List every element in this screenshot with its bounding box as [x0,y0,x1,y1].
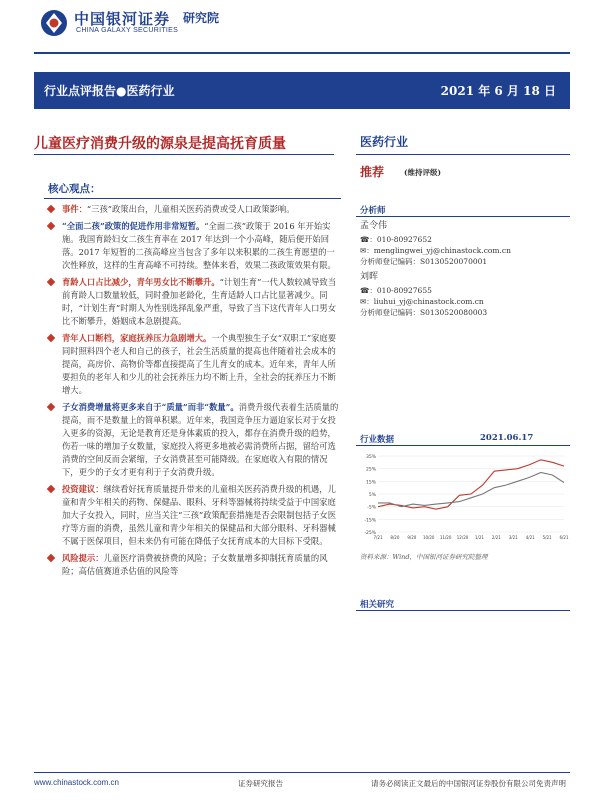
industry-data-heading: 行业数据 [360,435,395,445]
analyst-cert: 分析师登记编码：S0130520080003 [360,308,488,317]
x-tick-label: 4/21 [525,535,535,540]
rating-note: (维持评级) [404,168,442,177]
x-tick-label: 5/21 [542,535,552,540]
key-points-list [44,203,342,582]
key-point: “全面二孩”政策的促进作用非常短暂。“全面二孩”政策于 2016 年开始实施。我国育龄妇女二孩生育率在 2017 年达到一个小高峰，随后便开始回落。2017 年短暂的二孩高峰应当包含了多年以来积累的二孩生育愿望的一次性释放，这样的生育高峰不可持续。整体来看，效果二孩政策效果有限。 [44,220,342,272]
analyst-heading: 分析师 [360,206,386,216]
x-tick-label: 11/20 [439,535,452,540]
industry-performance-chart [356,452,570,544]
company-logo-icon [40,9,68,37]
chart-source: 资料来源：Wind，中国银河证券研究院整理 [360,553,488,561]
x-tick-label: 2/21 [491,535,501,540]
y-tick-label: -15% [364,518,376,524]
bullet-icon [47,334,55,342]
y-tick-label: 15% [365,480,376,486]
x-tick-label: 3/21 [508,535,518,540]
footer-disclaimer: 请务必阅读正文最后的中国银河证券股份有限公司免责声明 [371,779,566,788]
footer-report-type: 证券研究报告 [238,779,283,788]
bullet-icon [47,403,55,411]
key-point: 投资建议：继续看好抚育质量提升带来的儿童相关医药消费升级的机遇，儿童和青少年相关的药物、保健品、眼科、牙科等器械将持续受益于中国家庭加大子女投入，同时，应当关注“三孩”政策配套措施是否会限制包括子女医疗等方面的消费，虽然儿童和青少年相关的保健品和大部分眼科、牙科器械不属于医保项目，但未来仍有可能在降低子女抚育成本的大目标下受限。 [44,483,342,548]
analyst-phone: ☎：010-80927655 [360,286,432,295]
analyst-phone: ☎：010-80927652 [360,235,432,244]
logo-name-en: CHINA GALAXY SECURITIES [76,27,179,34]
analyst-divider [356,216,570,217]
industry-label: 医药行业 [360,135,409,149]
side-divider [356,154,570,155]
key-point: 事件：“三孩”政策出台，儿童相关医药消费或受人口政策影响。 [44,203,342,216]
x-tick-label: 7/21 [373,535,383,540]
analyst-email[interactable]: ✉：menglingwei_yj@chinastock.com.cn [360,246,511,255]
bullet-icon [47,222,55,230]
bullet-icon [47,554,55,562]
core-divider [44,198,341,199]
footer-url[interactable]: www.chinastock.com.cn [34,778,119,787]
series-line [378,473,564,507]
key-point: 风险提示：儿童医疗消费被挤费的风险；子女数量增多抑制抚育质量的风险；高估值赛道杀估值的风险等 [44,552,342,578]
rating-label: 推荐 [360,165,385,179]
bullet-icon [47,485,55,493]
industry-data-divider [356,445,570,446]
bullet-icon [47,205,55,213]
footer-divider [34,772,570,773]
key-point: 青年人口断档，家庭抚养压力急剧增大。一个典型独生子女“双职工”家庭要同时照料四个老人和自己的孩子，社会生活质量的提高也伴随着社会成本的提高，高房价、高物价等都直接提高了生儿育女的成本。近年来，青年人所要担负的老年人和少儿的社会抚养压力均不断上升，全社会的抚养压力不断增大。 [44,332,342,397]
analyst-name: 孟令伟 [360,221,388,231]
y-tick-label: 35% [365,455,376,460]
core-views-heading: 核心观点： [48,183,101,195]
report-date: 2021 年 6 月 18 日 [440,84,556,98]
related-divider [356,610,570,611]
y-tick-label: -5% [367,505,376,511]
report-title: 儿童医疗消费升级的源泉是提高抚育质量 [34,136,286,152]
institute-label: 研究院 [183,11,220,25]
x-tick-label: 1/21 [474,535,484,540]
y-tick-label: 25% [365,467,376,473]
title-divider [34,154,334,155]
key-point: 子女消费增量将更多来自于“质量”而非“数量”。消费升级代表着生活质量的提高，而不是数量上的简单积累。近年来，我国竞争压力逼迫家长对于女投入更多的资源，无论是教育还是身体素质的投入，都存在消费升级的趋势，伤若一味的增加子女数量，家庭投入将更多地被必需消费所占据，留给可选消费的空间反而会紧缩，子女消费甚至可能降级。在家庭收入有限的情况下，更少的子女才更有利于子女消费升级。 [44,401,342,479]
bullet-icon [47,278,55,286]
x-tick-label: 9/20 [407,535,417,540]
logo-name-cn: 中国银河证券 [74,10,171,28]
x-tick-label: 6/21 [559,535,569,540]
industry-data-date: 2021.06.17 [480,433,534,443]
y-tick-label: -25% [364,531,376,536]
analyst-name: 刘晖 [360,272,379,282]
analyst-email[interactable]: ✉：liuhui_yj@chinastock.com.cn [360,297,484,306]
y-tick-label: 5% [368,493,376,498]
x-tick-label: 12/20 [456,535,469,540]
key-point: 育龄人口占比减少，青年男女比不断攀升。“计划生育”一代人数较减导致当前育龄人口数量较低，同时叠加老龄化，生育适龄人口占比显著减少。同时，“计划生育”时期人为性别选择乱象严重，导致了当下这代青年人口男女比不断攀升，婚姻成本急剧提高。 [44,276,342,328]
x-tick-label: 8/20 [390,535,400,540]
report-type-label: 行业点评报告●医药行业 [44,84,175,98]
related-research-heading: 相关研究 [360,600,395,610]
header-divider [34,52,570,54]
series-line [378,460,564,509]
x-tick-label: 10/20 [422,535,435,540]
analyst-cert: 分析师登记编码：S0130520070001 [360,257,488,266]
